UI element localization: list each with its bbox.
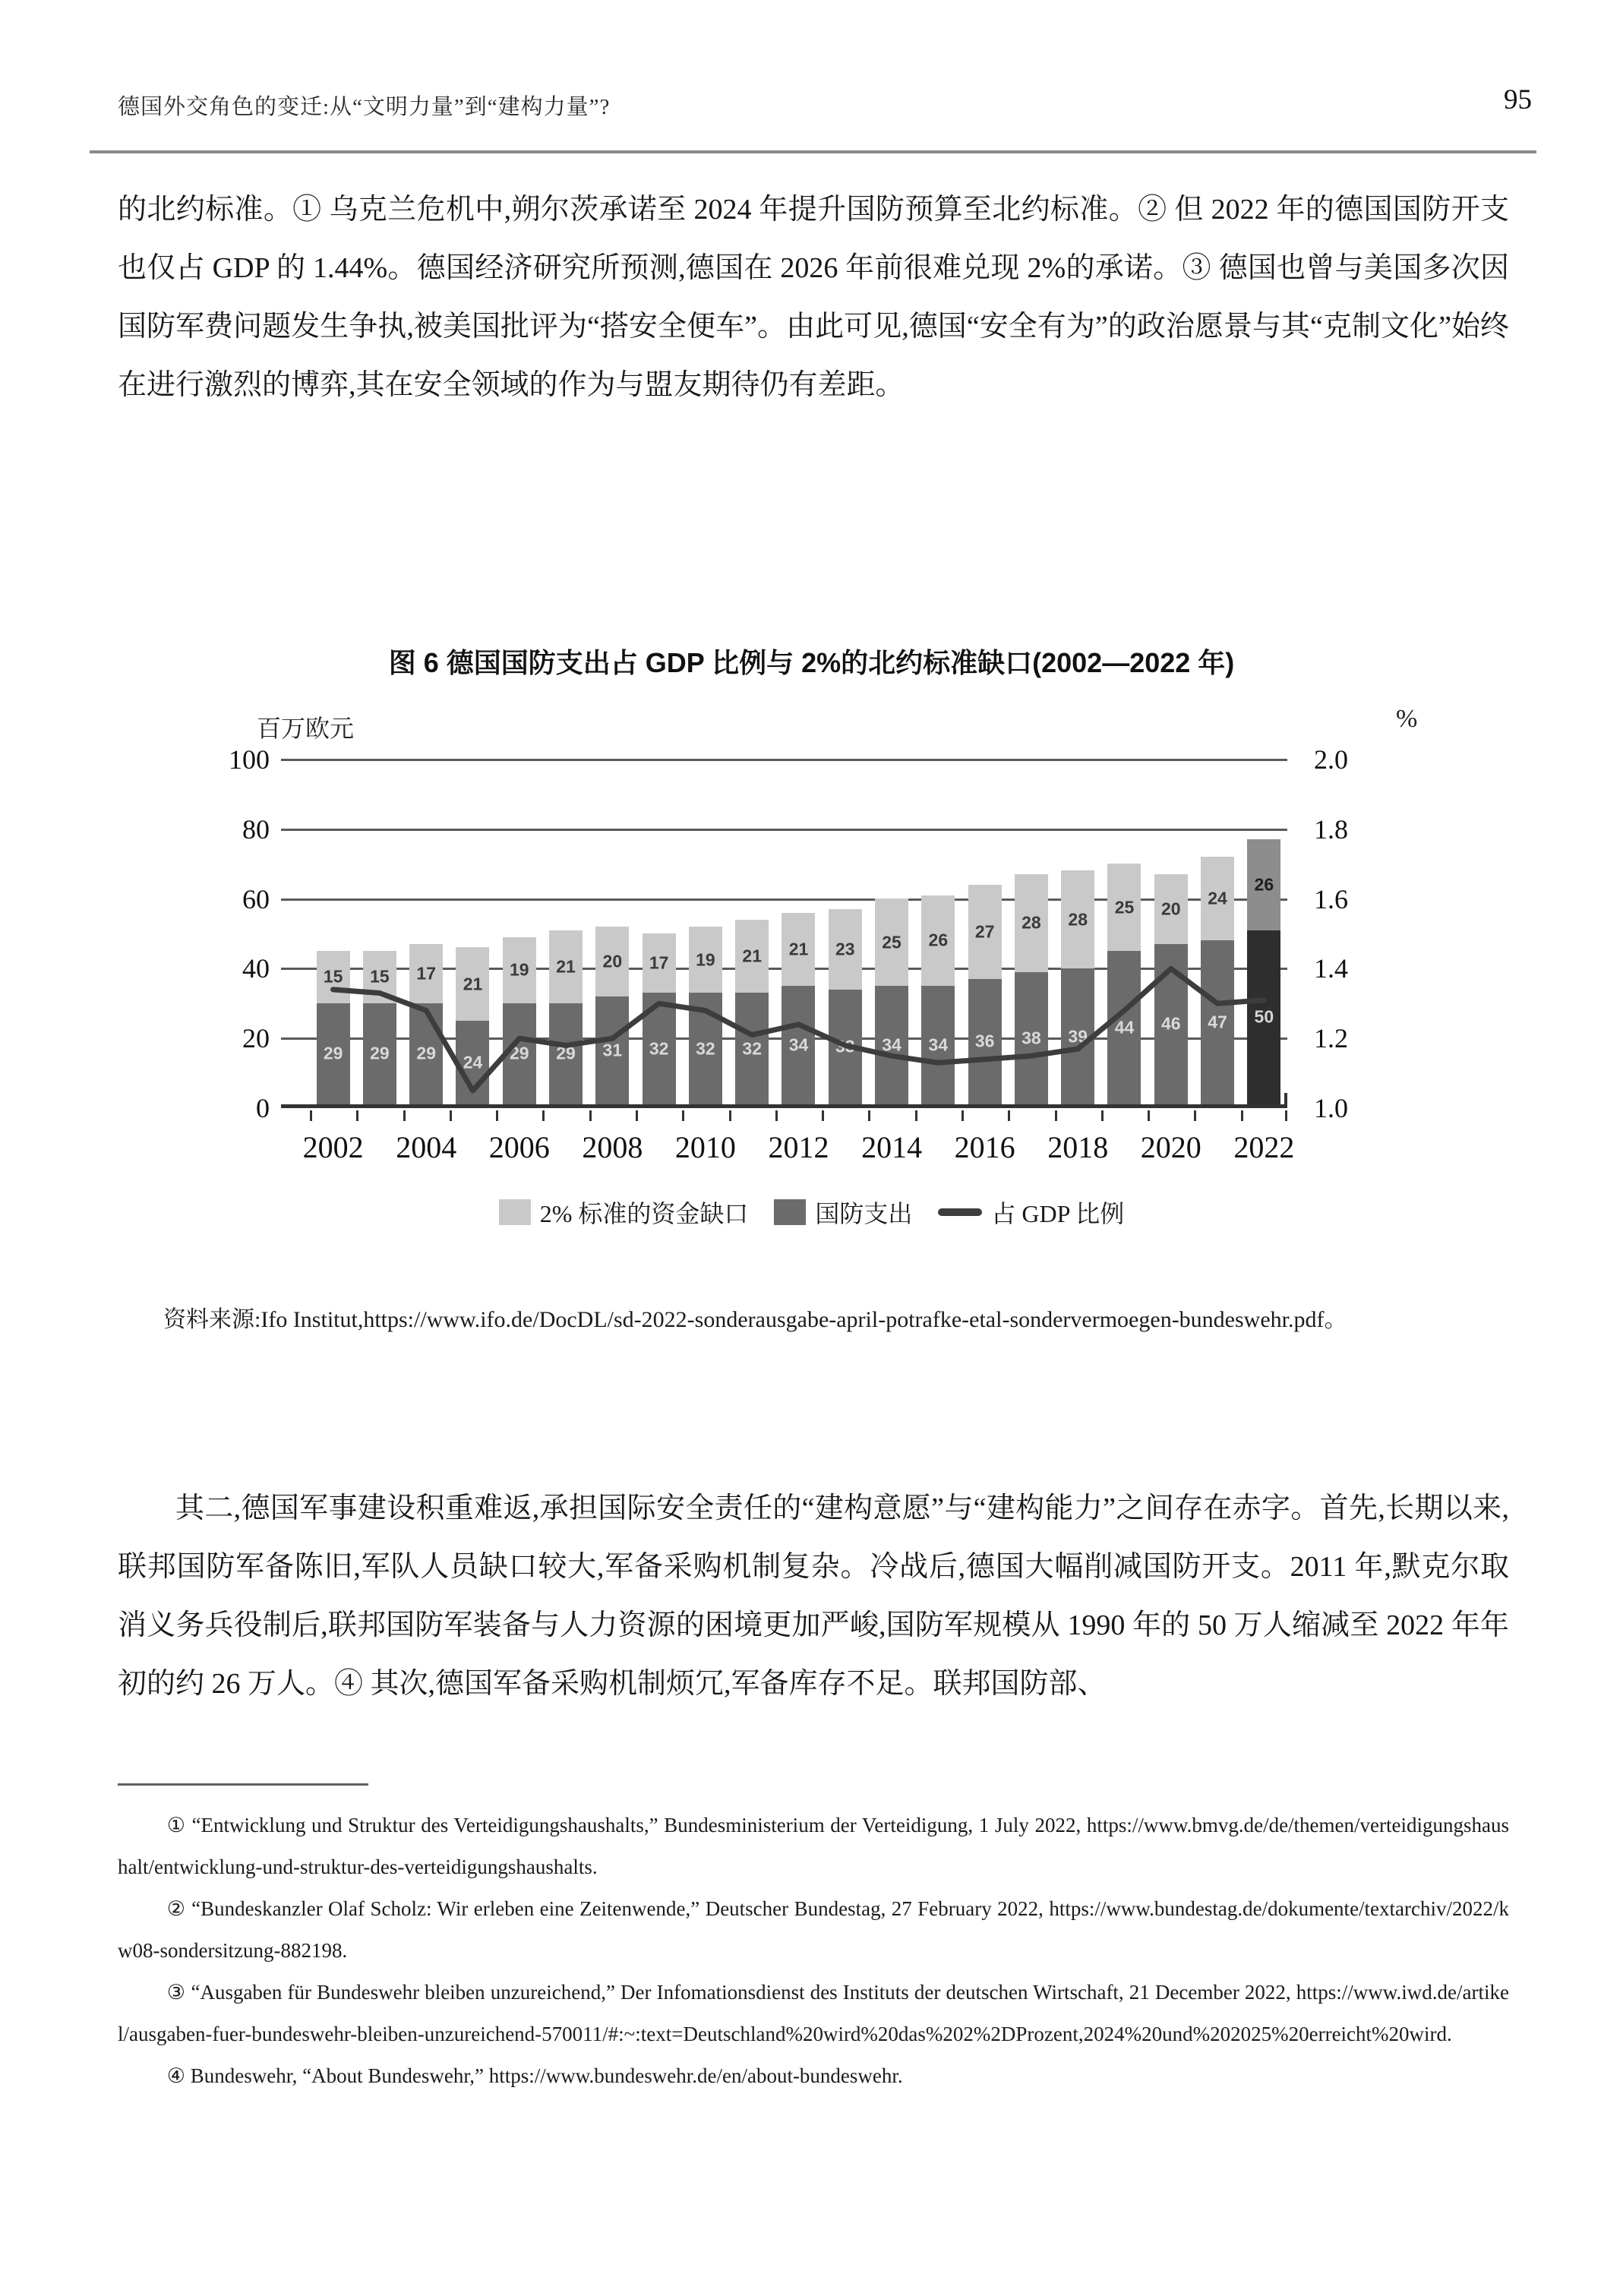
gap-value-label: 24 <box>1208 888 1227 908</box>
x-tick <box>1148 1110 1150 1121</box>
gap-value-label: 17 <box>416 963 436 984</box>
footnote-3: ③ “Ausgaben für Bundeswehr bleiben unzureichend,” Der Infomationsdienst des Instituts der deutschen Wirtschaft, 21 December 2022, https://www.iwd.de/artikel/ausgaben-fuer-bundeswehr-bleiben-unzureichend-570011/#:~:text=Deutschland%20wird%20das%202%2DProzent,2024%20und%202025%20erreicht%20wird. <box>118 1981 1509 2045</box>
y-left-label-0: 0 <box>256 1093 270 1123</box>
x-tick <box>1055 1110 1057 1121</box>
legend-label-gdp-line: 占 GDP 比例 <box>991 1200 1125 1227</box>
y-left-label-100: 100 <box>229 744 270 775</box>
x-tick <box>915 1110 917 1121</box>
running-header-title: 德国外交角色的变迁:从“文明力量”到“建构力量”? <box>118 95 611 119</box>
footnote-4: ④ Bundeswehr, “About Bundeswehr,” https://www.bundeswehr.de/en/about-bundeswehr. <box>166 2064 903 2087</box>
defense-value-label: 29 <box>509 1043 529 1063</box>
y-left-label-20: 20 <box>242 1023 270 1054</box>
x-tick <box>961 1110 964 1121</box>
header-rule <box>90 150 1536 153</box>
x-tick <box>450 1110 452 1121</box>
x-tick <box>1194 1110 1196 1121</box>
gap-value-label: 15 <box>323 966 343 987</box>
y-right-label-1.2: 1.2 <box>1314 1023 1348 1054</box>
gap-value-label: 27 <box>974 921 995 942</box>
gap-value-label: 23 <box>835 939 855 959</box>
figure-6-chart <box>0 705 1623 1263</box>
gap-value-label: 25 <box>1114 897 1135 917</box>
gap-value-label: 28 <box>1068 909 1088 930</box>
defense-value-label: 47 <box>1208 1012 1227 1032</box>
footnotes <box>118 1805 1509 2097</box>
x-label-2020: 2020 <box>1140 1130 1201 1164</box>
gap-value-label: 20 <box>1160 899 1181 919</box>
x-tick <box>356 1110 358 1121</box>
defense-value-label: 31 <box>602 1040 623 1060</box>
y-right-label-1.8: 1.8 <box>1314 813 1348 845</box>
defense-series-swatch <box>774 1199 806 1225</box>
defense-value-label: 36 <box>974 1031 995 1051</box>
x-label-2012: 2012 <box>768 1130 829 1164</box>
defense-value-label: 29 <box>416 1043 436 1063</box>
gap-value-label: 25 <box>882 932 901 952</box>
gap-value-label: 17 <box>649 952 669 973</box>
x-label-2004: 2004 <box>396 1130 457 1164</box>
legend-item-defense <box>774 1195 912 1230</box>
x-tick <box>822 1110 824 1121</box>
gap-value-label: 15 <box>370 966 390 987</box>
defense-value-label: 50 <box>1254 1006 1274 1027</box>
x-tick <box>496 1110 498 1121</box>
gap-value-label: 19 <box>696 949 715 970</box>
gap-value-label: 26 <box>928 930 949 950</box>
x-label-2016: 2016 <box>954 1130 1015 1164</box>
x-tick <box>1285 1110 1287 1121</box>
footnote-1: ① “Entwicklung und Struktur des Verteidigungshaushalts,” Bundesministerium der Verteidigung, 1 July 2022, https://www.bmvg.de/de/themen/verteidigungshaushalt/entwicklung-und-struktur-des-verteidigungshaushalts. <box>118 1814 1509 1878</box>
x-label-2018: 2018 <box>1047 1130 1109 1164</box>
gap-value-label: 21 <box>788 939 809 959</box>
body-paragraph-2: 其二,德国军事建设积重难返,承担国际安全责任的“建构意愿”与“建构能力”之间存在赤字。首先,长期以来,联邦国防军备陈旧,军队人员缺口较大,军备采购机制复杂。冷战后,德国大幅削减国防开支。2011 年,默克尔取消义务兵役制后,联邦国防军装备与人力资源的困境更加严峻,国防军规模从 1990 年的 50 万人缩减至 2022 年年初的约 26 万人。④ 其次,德国军备采购机制烦冗,军备库存不足。联邦国防部、 <box>118 1492 1509 1700</box>
legend-item-gap <box>499 1195 749 1230</box>
legend-label-gap: 2% 标准的资金缺口 <box>539 1200 749 1227</box>
gap-value-label: 20 <box>602 951 623 971</box>
plot-area <box>281 760 1287 1108</box>
gap-value-label: 21 <box>742 946 762 966</box>
x-tick <box>589 1110 592 1121</box>
x-tick <box>1241 1110 1243 1121</box>
gap-value-label: 28 <box>1021 912 1041 933</box>
y-left-label-60: 60 <box>242 883 270 914</box>
x-tick <box>1101 1110 1104 1121</box>
defense-value-label: 34 <box>788 1034 809 1055</box>
figure-source: 资料来源:Ifo Institut,https://www.ifo.de/DocDL/sd-2022-sonderausgabe-april-potrafke-etal-sondervermoegen-bundeswehr.pdf。 <box>163 1307 1347 1332</box>
x-label-2014: 2014 <box>861 1130 923 1164</box>
page-number: 95 <box>1504 84 1532 115</box>
x-label-2010: 2010 <box>674 1130 736 1164</box>
gdp-share-line <box>281 760 1287 1108</box>
defense-value-label: 44 <box>1114 1017 1135 1037</box>
defense-value-label: 24 <box>463 1052 483 1072</box>
gap-value-label: 19 <box>509 959 529 980</box>
x-tick <box>775 1110 778 1121</box>
gap-series-swatch <box>499 1199 531 1225</box>
defense-value-label: 29 <box>323 1043 343 1063</box>
defense-value-label: 32 <box>696 1038 715 1059</box>
x-label-2006: 2006 <box>488 1130 550 1164</box>
legend-label-defense: 国防支出 <box>815 1200 913 1227</box>
legend-item-gdp-line <box>938 1195 1124 1230</box>
y-left-label-40: 40 <box>242 953 270 984</box>
defense-value-label: 46 <box>1160 1013 1181 1034</box>
x-label-2008: 2008 <box>582 1130 643 1164</box>
x-tick <box>636 1110 638 1121</box>
defense-value-label: 29 <box>556 1043 576 1063</box>
right-axis-unit-label: % <box>1396 705 1418 733</box>
footnote-separator <box>118 1783 368 1786</box>
x-label-2022: 2022 <box>1233 1130 1295 1164</box>
gap-value-label: 21 <box>463 974 483 994</box>
figure-caption: 图 6 德国国防支出占 GDP 比例与 2%的北约标准缺口(2002—2022 年) <box>388 647 1235 678</box>
x-tick <box>403 1110 406 1121</box>
defense-value-label: 33 <box>835 1036 855 1056</box>
x-tick <box>1008 1110 1010 1121</box>
defense-value-label: 29 <box>370 1043 390 1063</box>
x-tick <box>682 1110 684 1121</box>
gdp-line-swatch <box>938 1208 982 1216</box>
gap-value-label: 26 <box>1254 874 1274 895</box>
y-right-label-1.4: 1.4 <box>1314 953 1348 984</box>
y-left-label-80: 80 <box>242 813 270 845</box>
chart-legend <box>0 1195 1623 1230</box>
x-label-2002: 2002 <box>302 1130 364 1164</box>
body-paragraph-1: 的北约标准。① 乌克兰危机中,朔尔茨承诺至 2024 年提升国防预算至北约标准。② 但 2022 年的德国国防开支也仅占 GDP 的 1.44%。德国经济研究所预测,德国在 2026 年前很难兑现 2%的承诺。③ 德国也曾与美国多次因国防军费问题发生争执,被美国批评为“搭安全便车”。由此可见,德国“安全有为”的政治愿景与其“克制文化”始终在进行激烈的博弈,其在安全领域的作为与盟友期待仍有差距。 <box>118 194 1509 401</box>
x-tick <box>868 1110 870 1121</box>
defense-value-label: 39 <box>1068 1026 1088 1046</box>
left-axis-unit-label: 百万欧元 <box>257 715 355 742</box>
gap-value-label: 21 <box>556 956 576 977</box>
x-tick <box>542 1110 545 1121</box>
defense-value-label: 38 <box>1021 1028 1041 1048</box>
y-right-label-2.0: 2.0 <box>1314 744 1348 775</box>
x-tick <box>310 1110 312 1121</box>
defense-value-label: 32 <box>742 1038 762 1059</box>
defense-value-label: 32 <box>649 1038 669 1059</box>
y-right-label-1.0: 1.0 <box>1314 1093 1348 1123</box>
defense-value-label: 34 <box>928 1034 949 1055</box>
x-tick <box>729 1110 731 1121</box>
defense-value-label: 34 <box>882 1034 901 1055</box>
footnote-2: ② “Bundeskanzler Olaf Scholz: Wir erleben eine Zeitenwende,” Deutscher Bundestag, 27 February 2022, https://www.bundestag.de/dokumente/textarchiv/2022/kw08-sondersitzung-882198. <box>118 1897 1509 1962</box>
y-right-label-1.6: 1.6 <box>1314 883 1348 914</box>
